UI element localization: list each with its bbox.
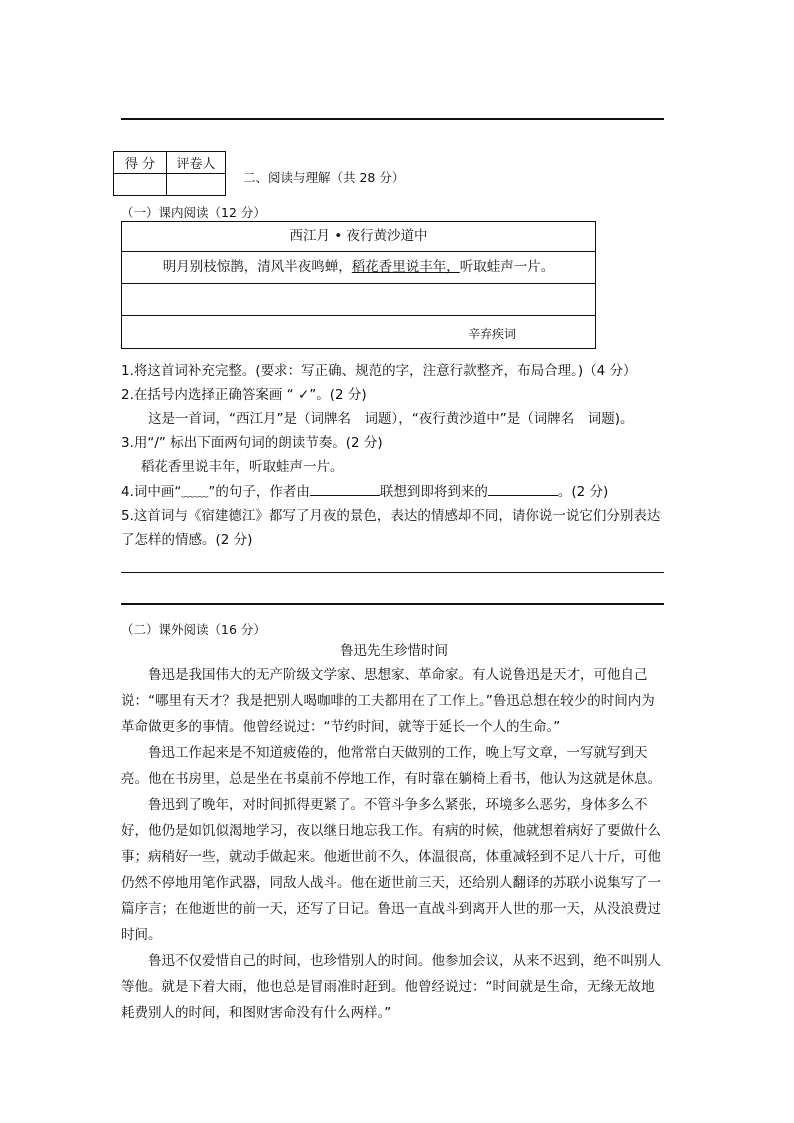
answer-line[interactable] (121, 572, 664, 573)
grader-cell[interactable] (167, 174, 226, 196)
poem-title-row (122, 222, 595, 252)
score-table (113, 151, 226, 196)
question-4-b: ”的句子，作者由 (208, 484, 310, 500)
poem-line1-c: 听取蛙声一片。 (459, 259, 555, 275)
part1-title: （一）课内阅读（12 分） (121, 205, 266, 220)
question-4-c: 联想到即将到来的 (379, 484, 488, 500)
question-4-d: 。(2 分) (557, 484, 609, 500)
poem-line1-a: 明月别枝惊鹊，清风半夜鸣蝉， (162, 259, 352, 275)
question-5-line2: 了怎样的情感。(2 分) (121, 532, 253, 548)
question-1: 1.将这首词补充完整。(要求：写正确、规范的字，注意行款整齐，布局合理。)（4 分） (121, 363, 637, 379)
poem-line1-underlined: 稻花香里说丰年， (351, 259, 460, 275)
section-title: 二、阅读与理解（共 28 分） (243, 170, 405, 185)
paragraph-2: 鲁迅工作起来是不知道疲倦的，他常常白天做别的工作，晚上写文章，一写就写到天亮。他在书房里，总是坐在书桌前不停地工作，有时靠在躺椅上看书，他认为这就是休息。 (121, 745, 661, 787)
poem-author-row (122, 316, 595, 348)
paragraph-1: 鲁迅是我国伟大的无产阶级文学家、思想家、革命家。有人说鲁迅是天才，可他自己说：“哪里有天才？我是把别人喝咖啡的工夫都用在了工作上。”鲁迅总想在较少的时间内为革命做更多的事情。他曾经说过：“节约时间，就等于延长一个人的生命。” (121, 667, 655, 735)
top-rule (121, 118, 664, 120)
poem-blank-row[interactable] (122, 284, 595, 316)
question-5-line1: 5.这首词与《宿建德江》都写了月夜的景色，表达的情感却不同，请你说一说它们分别表达 (121, 508, 661, 524)
score-label: 得 分 (114, 152, 167, 174)
article-body (121, 662, 666, 1026)
poem-author: 辛弃疾词 (468, 327, 517, 341)
answer-blank-2[interactable] (488, 481, 558, 496)
article-title: 鲁迅先生珍惜时间 (340, 643, 448, 659)
score-cell[interactable] (114, 174, 167, 196)
question-3-line: 稻花香里说丰年，听取蛙声一片。 (141, 459, 344, 475)
answer-blank-1[interactable] (310, 481, 380, 496)
poem-line1-row (122, 252, 595, 284)
paragraph-3: 鲁迅到了晚年，对时间抓得更紧了。不管斗争多么紧张，环境多么恶劣，身体多么不好，他仍是如饥似渴地学习，夜以继日地忘我工作。有病的时候，他就想着病好了要做什么事；病稍好一些，就动手做起来。他逝世前不久，体温很高，体重减轻到不足八十斤，可他仍然不停地用笔作武器，同敌人战斗。他在逝世前三天，还给别人翻译的苏联小说集写了一篇序言；在他逝世的前一天，还写了日记。鲁迅一直战斗到离开人世的那一天，从没浪费过时间。 (121, 797, 661, 943)
question-2-line: 这是一首词，“西江月”是（词牌名 词题），“夜行黄沙道中”是（词牌名 词题)。 (148, 411, 634, 427)
question-2: 2.在括号内选择正确答案画 “ ✓”。(2 分) (121, 387, 367, 403)
paragraph-4: 鲁迅不仅爱惜自己的时间，也珍惜别人的时间。他参加会议，从来不迟到，绝不叫别人等他。就是下着大雨，他也总是冒雨准时赶到。他曾经说过：“时间就是生命，无缘无故地耗费别人的时间，和图财害命没有什么两样。” (121, 953, 661, 1021)
question-4-a: 4.词中画“ (121, 484, 182, 500)
question-4 (121, 481, 608, 503)
grader-label: 评卷人 (167, 152, 226, 174)
poem-box (121, 221, 596, 349)
question-3: 3.用“/” 标出下面两句词的朗读节奏。(2 分) (121, 435, 383, 451)
section-rule (121, 603, 664, 605)
part2-title: （二）课外阅读（16 分） (121, 622, 266, 637)
wavy-line-mark: ﹏﹏ (181, 484, 209, 500)
poem-title: 西江月 • 夜行黄沙道中 (289, 228, 428, 244)
